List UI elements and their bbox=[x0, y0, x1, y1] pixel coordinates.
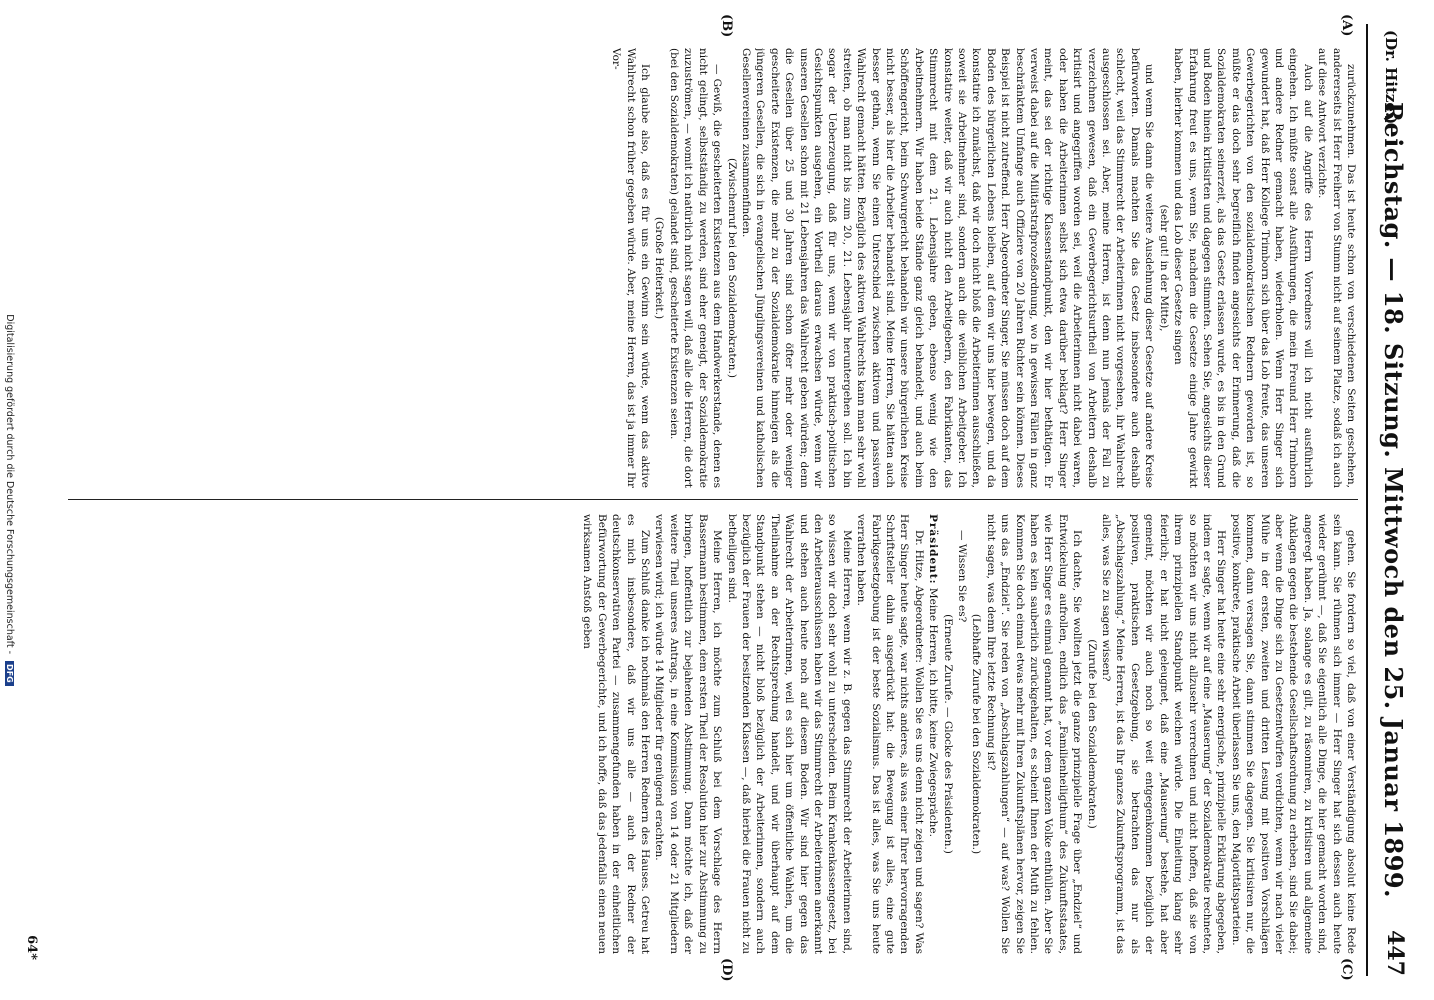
margin-label-b: (B) bbox=[719, 14, 734, 38]
paragraph-text: Meine Herren, ich bitte, keine Zwiegespräche. bbox=[927, 584, 940, 837]
page-number: 447 bbox=[1382, 930, 1408, 976]
paragraph-text: Auch auf die Angriffe des Herrn Vorredners will ich nicht ausführlich eingehen. Ich müßte sonst alle Ausführungen, die mein Freund Herr Trimborn und andere Redner gemacht haben, wiederholen. Wenn Herr Singer sich gewundert hat, daß Herr Kollege Trimborn sich über das Lob freute, das unseren Gewerbegerichten von den sozialdemokratischen Rednern geworden ist, so müßte er das doch sehr begreiflich finden angesichts der Erinnerung, daß die Sozialdemokraten seinerzeit, als das Gesetz erlassen wurde, es bis in den Grund und Boden hinein kritisirten und dagegen stimmten. Sehen Sie, angesichts dieser Erfahrung freut es uns, wenn Sie, nachdem die Gesetze einige Jahre gewirkt haben, hierher kommen und das Lob dieser Gesetze singen bbox=[1172, 48, 1314, 488]
column-divider bbox=[68, 499, 1358, 500]
paragraph-text: gehen. Sie fordern so viel, daß von einer Verständigung absolut keine Rede sein kann. Sie rühmen sich immer — Herr Singer hat sich dessen auch heute wieder gerühmt —, daß Sie eigentlich alle Dinge, die hier gemacht worden sind, angeregt haben. Ja, solange es gilt, zu räsonniren, zu kritisiren und allgemeine Anklagen gegen die bestehende Gesellschaftsordnung zu erheben, sind Sie dabei; aber wenn die Dinge sich zu Gesetzentwürfen verdichten, wenn wir nach vieler Mühe in der ersten, zweiten und dritten Lesung mit positiven Vorschlägen kommen, dann versagen Sie, dann stimmen Sie dagegen. Sie kritisiren nur, die positive, konkrete, praktische Arbeit überlassen Sie uns, den Majoritätsparteien. bbox=[1229, 514, 1357, 954]
paragraph-text: (Zwischenruf bei den Sozialdemokraten.) bbox=[725, 158, 738, 378]
right-text-column bbox=[68, 514, 1358, 954]
margin-label-a: (A) bbox=[1339, 14, 1354, 37]
left-column-paragraph bbox=[667, 48, 725, 488]
speaker-header-mark: (Dr. Hitze.) bbox=[1382, 30, 1400, 125]
paragraph-text: (Lebhafte Zurufe bei den Sozialdemokraten.) bbox=[970, 613, 983, 855]
speaker-label: Präsident: bbox=[927, 514, 940, 585]
left-column-paragraph bbox=[1171, 48, 1315, 488]
paragraph-text: Zum Schluß danke ich nochmals den Herren Rednern des Hauses. Getreu hat es mich insbesondere, daß wir uns alle — auch der Redner der deutschkonservativen Partei — zusammengefunden haben in der einheitlichen Befürwortung der Gewerbegerichte, und ich hoffe, daß das jedenfalls einen neuen wirksamen Anstoß geben bbox=[581, 514, 652, 954]
paragraph-text: (Große Heiterkeit.) bbox=[653, 216, 666, 320]
right-column-paragraph bbox=[983, 514, 1084, 954]
paragraph-text: Herr Singer hat heute eine sehr energische, prinzipielle Erklärung abgegeben, indem er sagte, wenn wir auf eine „Mauserung“ der Sozialdemokratie rechneten, so möchten wir uns nicht allzusehr verrechnen und nicht hoffen, daß sie von ihrem prinzipiellen Standpunkt weichen würde. Die Einleitung klang sehr feierlich; er hat nicht geleugnet, daß eine „Mauserung“ bestehe, hat aber gemeint, möchten wir auch noch so weit entgegenkommen bezüglich der positiven, praktischen Gesetzgebung, sie betrachten das nur als „Abschlagszahlung.“ Meine Herren, ist das Ihr ganzes Zukunftsprogramm, ist das alles, was Sie zu sagen wissen? bbox=[1100, 514, 1228, 954]
right-column-paragraph bbox=[969, 514, 983, 954]
digitization-footer bbox=[4, 0, 15, 1000]
paragraph-text: zurückzunehmen. Das ist heute schon von verschiedenen Seiten geschehen, andererseits ist Herr Freiherr von Stumm nicht auf seinem Platze, sodaß ich auch auf diese Antwort verzichte. bbox=[1316, 48, 1357, 488]
margin-label-d: (D) bbox=[719, 958, 734, 982]
footer-text: Digitalisierung gefördert durch die Deutsche Forschungsgemeinschaft - bbox=[4, 314, 15, 655]
paragraph-text: Dr. Hitze, Abgeordneter: Wollen Sie es uns denn nicht zeigen und sagen? Was Herr Singer heute sagte, war nichts anderes, als was einer Ihrer hervorragenden Schriftsteller dahin ausgedrückt hat: die Bewegung ist alles, eine gute Fabrikgesetzgebung ist der beste Sozialismus. Das ist alles, was Sie uns heute verrathen haben. bbox=[855, 514, 925, 954]
right-column-paragraph bbox=[580, 514, 652, 954]
left-column-paragraph bbox=[739, 48, 1157, 488]
paragraph-text: (sehr gut! in der Mitte), bbox=[1157, 204, 1170, 332]
paragraph-text: Meine Herren, ich möchte zum Schluß bei dem Vorschlage des Herrn Bassermann bestimmen, dem ersten Theil der Resolution hier zur Abstimmung zu bringen, hoffentlich zur bejahenden Abstimmung. Dann möchte ich, daß der weitere Theil unseres Antrags, in eine Kommission von 14 oder 21 Mitgliedern verwiesen wird; ich würde 14 Mitglieder für genügend erachten. bbox=[653, 514, 724, 954]
paragraph-text: Ich dachte, Sie wollten jetzt die ganze prinzipielle Frage über „Endziel“ und Entwickelung aufrollen, endlich das „Familienheiligthum“ des Zukunftsstaates, wie Herr Singer es einmal genannt hat, vor dem ganzen Volke enthüllen. Aber Sie haben es kein sauberlich zurückgehalten, es scheint Ihnen der Muth zu fehlen. Kommen Sie doch einmal etwas mehr mit Ihren Zukunftsplänen hervor, zeigen Sie uns das „Endziel“. Sie reden von „Abschlagszahlungen“ — auf was? Wollen Sie nicht sagen, was denn Ihre letzte Rechnung ist? bbox=[984, 514, 1084, 954]
right-column-paragraph bbox=[1099, 514, 1229, 954]
right-column-paragraph bbox=[652, 514, 724, 954]
margin-label-c: (C) bbox=[1339, 958, 1354, 981]
left-column-paragraph bbox=[1156, 48, 1170, 488]
dfg-logo: DFG bbox=[5, 661, 14, 686]
left-column-paragraph bbox=[609, 48, 652, 488]
paragraph-text: Meine Herren, wenn wir z. B. gegen das Stimmrecht der Arbeiterinnen sind, so wissen wir doch sehr wohl zu unterscheiden. Beim Krankenkassengesetz, bei den Arbeiterausschüssen haben wir das Stimmrecht der Arbeiterinnen anerkannt und stehen auch heute noch auf diesem Boden. Wir sind hier gegen das Wahlrecht der Arbeiterinnen, weil es sich hier um öffentliche Wahlen, um die Theilnahme an der Rechtsprechung handelt, und wir überhaupt auf dem Standpunkt stehen — nicht bloß bezüglich der Arbeiterinnen, sondern auch bezüglich der Frauen der besitzenden Klassen —, daß hierbei die Frauen nicht zu betheiligen sind. bbox=[725, 514, 853, 954]
paragraph-text: Ich glaube also, daß es für uns ein Gewinn sein würde, wenn das aktive Wahlrecht schon früher gegeben würde. Aber, meine Herren, das ist ja immer Ihr Vor- bbox=[610, 48, 652, 488]
paragraph-text: — Gewiß, die gescheiterten Existenzen aus dem Handwerkerstande, denen es nicht gelingt, selbstständig zu werden, sind eher geneigt, der Sozialdemokratie zuzuströmen, — womit ich natürlich nicht sagen will, daß alle die Herren, die dort (bei den Sozialdemokraten) gelandet sind, gescheiterte Existenzen seien. bbox=[667, 48, 724, 488]
right-column-paragraph bbox=[926, 514, 940, 954]
right-column-paragraph bbox=[1228, 514, 1358, 954]
signature-mark: 64* bbox=[24, 935, 39, 960]
right-column-paragraph bbox=[1084, 514, 1098, 954]
left-text-column bbox=[68, 48, 1358, 488]
page-title: Reichstag. — 18. Sitzung. Mittwoch den 25. Januar 1899. bbox=[1379, 102, 1408, 898]
right-column-paragraph bbox=[724, 514, 854, 954]
paragraph-text: (Zurufe bei den Sozialdemokraten.) bbox=[1085, 639, 1098, 829]
right-column-paragraph bbox=[940, 514, 954, 954]
header-rule bbox=[1366, 24, 1368, 976]
right-column-paragraph bbox=[854, 514, 926, 954]
right-column-paragraph bbox=[955, 514, 969, 954]
left-column-paragraph bbox=[652, 48, 666, 488]
paragraph-text: — Wissen Sie es? bbox=[956, 530, 969, 623]
left-column-paragraph bbox=[1315, 48, 1358, 488]
paragraph-text: und wenn Sie dann die weitere Ausdehnung dieser Gesetze auf andere Kreise befürworten. Damals machten Sie das Gesetz insbesondere auch deshalb schlecht, weil das Stimmrecht der Arbeiterinnen nicht vorgesehen, ihr Wahlrecht ausgeschlossen sei. Aber, meine Herren, ist denn nun jemals der Fall zu verzeichnen gewesen, daß ein Gewerbegerichtsurtheil von Arbeitern deshalb kritisirt und angegriffen worden sei, weil die Arbeiterinnen nicht dabei waren, oder haben die Arbeiterinnen selbst sich etwa darüber beklagt? Herr Singer meint, das sei der richtige Klassenstandpunkt, den wir hier bethätigen. Er verweist dabei auf die Militärstrafprozeßordnung, wo in gewissen Fällen in ganz beschränktem Umfange auch Offiziere von 20 Jahren Richter sein können. Dieses Beispiel ist nicht zutreffend. Herr Abgeordneter Singer, Sie müssen doch auf dem Boden des bürgerlichen Lebens bleiben, auf dem wir uns hier bewegen, und da konstatire ich zunächst, daß wir doch nicht bloß die Arbeiterinnen ausschließen, soweit sie Arbeitnehmer sind, sondern auch die weiblichen Arbeitgeber. Ich konstatire weiter, daß wir auch nicht den Arbeitgebern, den Fabrikanten, das Stimmrecht mit dem 21. Lebensjahre geben, ebenso wenig wie den Arbeitnehmern. Wir haben beide Stände ganz gleich behandelt, und auch beim Schöffengericht, beim Schwurgericht behandeln wir unsere bürgerlichen Kreise nicht besser, als hier die Arbeiter behandelt sind. Meine Herren, Sie hätten auch besser gethan, wenn Sie einen Unterschied zwischen aktivem und passivem Wahlrecht gemacht hätten. Bezüglich des aktiven Wahlrechts kann man sehr wohl streiten, ob man nicht bis zum 20., 21. Lebensjahr heruntergehen soll. Ich bin sogar der Ueberzeugung, daß für uns, wenn wir von praktisch-politischen Gesichtspunkten ausgehen, ein Vortheil daraus erwachsen würde, wenn wir unseren Gesellen schon mit 21 Lebensjahren das Wahlrecht geben würden; denn die Gesellen über 25 und 30 Jahren sind schon öfter mehr oder weniger gescheiterte Existenzen, die mehr zu der Sozialdemokratie hinneigen als die jüngeren Gesellen, die sich in evangelischen Jünglingsvereinen und katholischen Gesellenvereinen zusammenfinden. bbox=[739, 48, 1156, 488]
left-column-paragraph bbox=[724, 48, 738, 488]
paragraph-text: (Erneute Zurufe. — Glocke des Präsidenten.) bbox=[941, 614, 954, 854]
